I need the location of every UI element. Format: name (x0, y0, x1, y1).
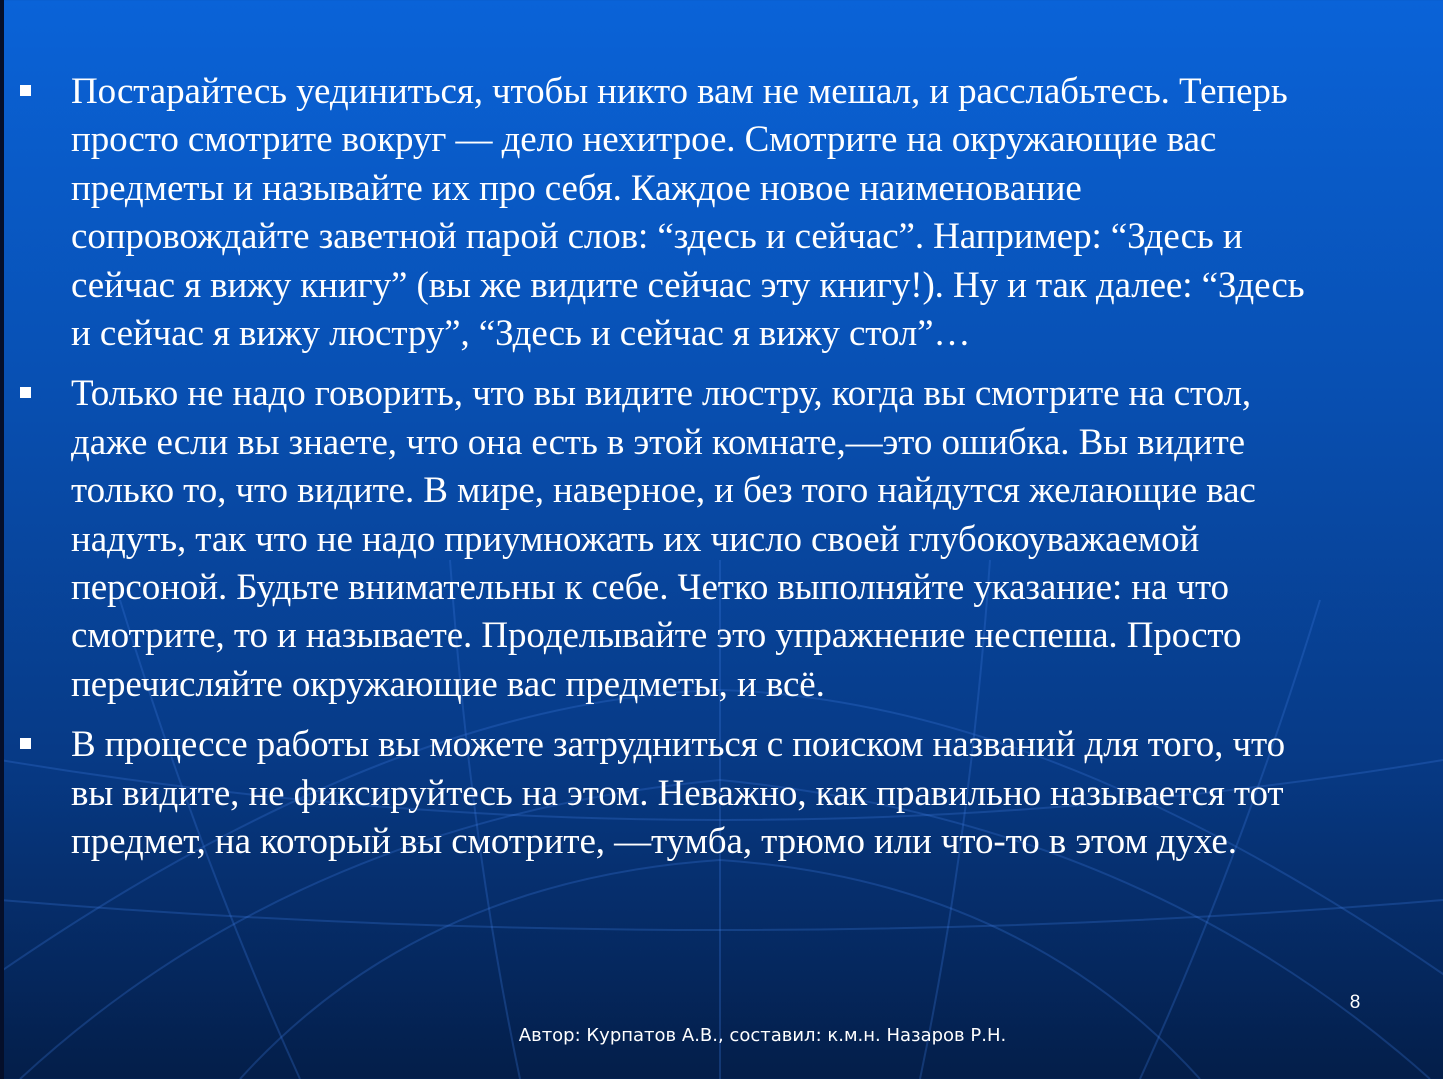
square-bullet-icon (20, 85, 31, 96)
bullet-text: В процессе работы вы можете затрудниться с поиском названий для того, что вы видите, не фиксируйтесь на этом. Неважно, как правильно называется тот предмет, на который вы смотрите, —тумба, трюмо или что-то в этом духе. (71, 724, 1285, 863)
square-bullet-icon (20, 738, 31, 749)
slide-body (14, 68, 1429, 879)
bullet-item (14, 370, 1429, 709)
bullet-item (14, 68, 1429, 358)
slide-page-number: 8 (1349, 992, 1361, 1013)
bullet-text: Постарайтесь уединиться, чтобы никто вам не мешал, и расслабьтесь. Теперь просто смотрите вокруг — дело нехитрое. Смотрите на окружающие вас предметы и называйте их про себя. Каждое новое наименование сопровождайте заветной парой слов: “здесь и сейчас”. Например: “Здесь и сейчас я вижу книгу” (вы же видите сейчас эту книгу!). Ну и так далее: “Здесь и сейчас я вижу люстру”, “Здесь и сейчас я вижу стол”… (71, 71, 1305, 355)
square-bullet-icon (20, 387, 31, 398)
left-edge-strip (0, 0, 4, 1079)
author-footer: Автор: Курпатов А.В., составил: к.м.н. Назаров Р.Н. (518, 1025, 1007, 1046)
bullet-item (14, 721, 1429, 866)
bullet-text: Только не надо говорить, что вы видите люстру, когда вы смотрите на стол, даже если вы знаете, что она есть в этой комнате,—это ошибка. Вы видите только то, что видите. В мире, наверное, и без того найдутся желающие вас надуть, так что не надо приумножать их число своей глубокоуважаемой персоной. Будьте внимательны к себе. Четко выполняйте указание: на что смотрите, то и называете. Проделывайте это упражнение неспеша. Просто перечисляйте окружающие вас предметы, и всё. (71, 373, 1256, 705)
